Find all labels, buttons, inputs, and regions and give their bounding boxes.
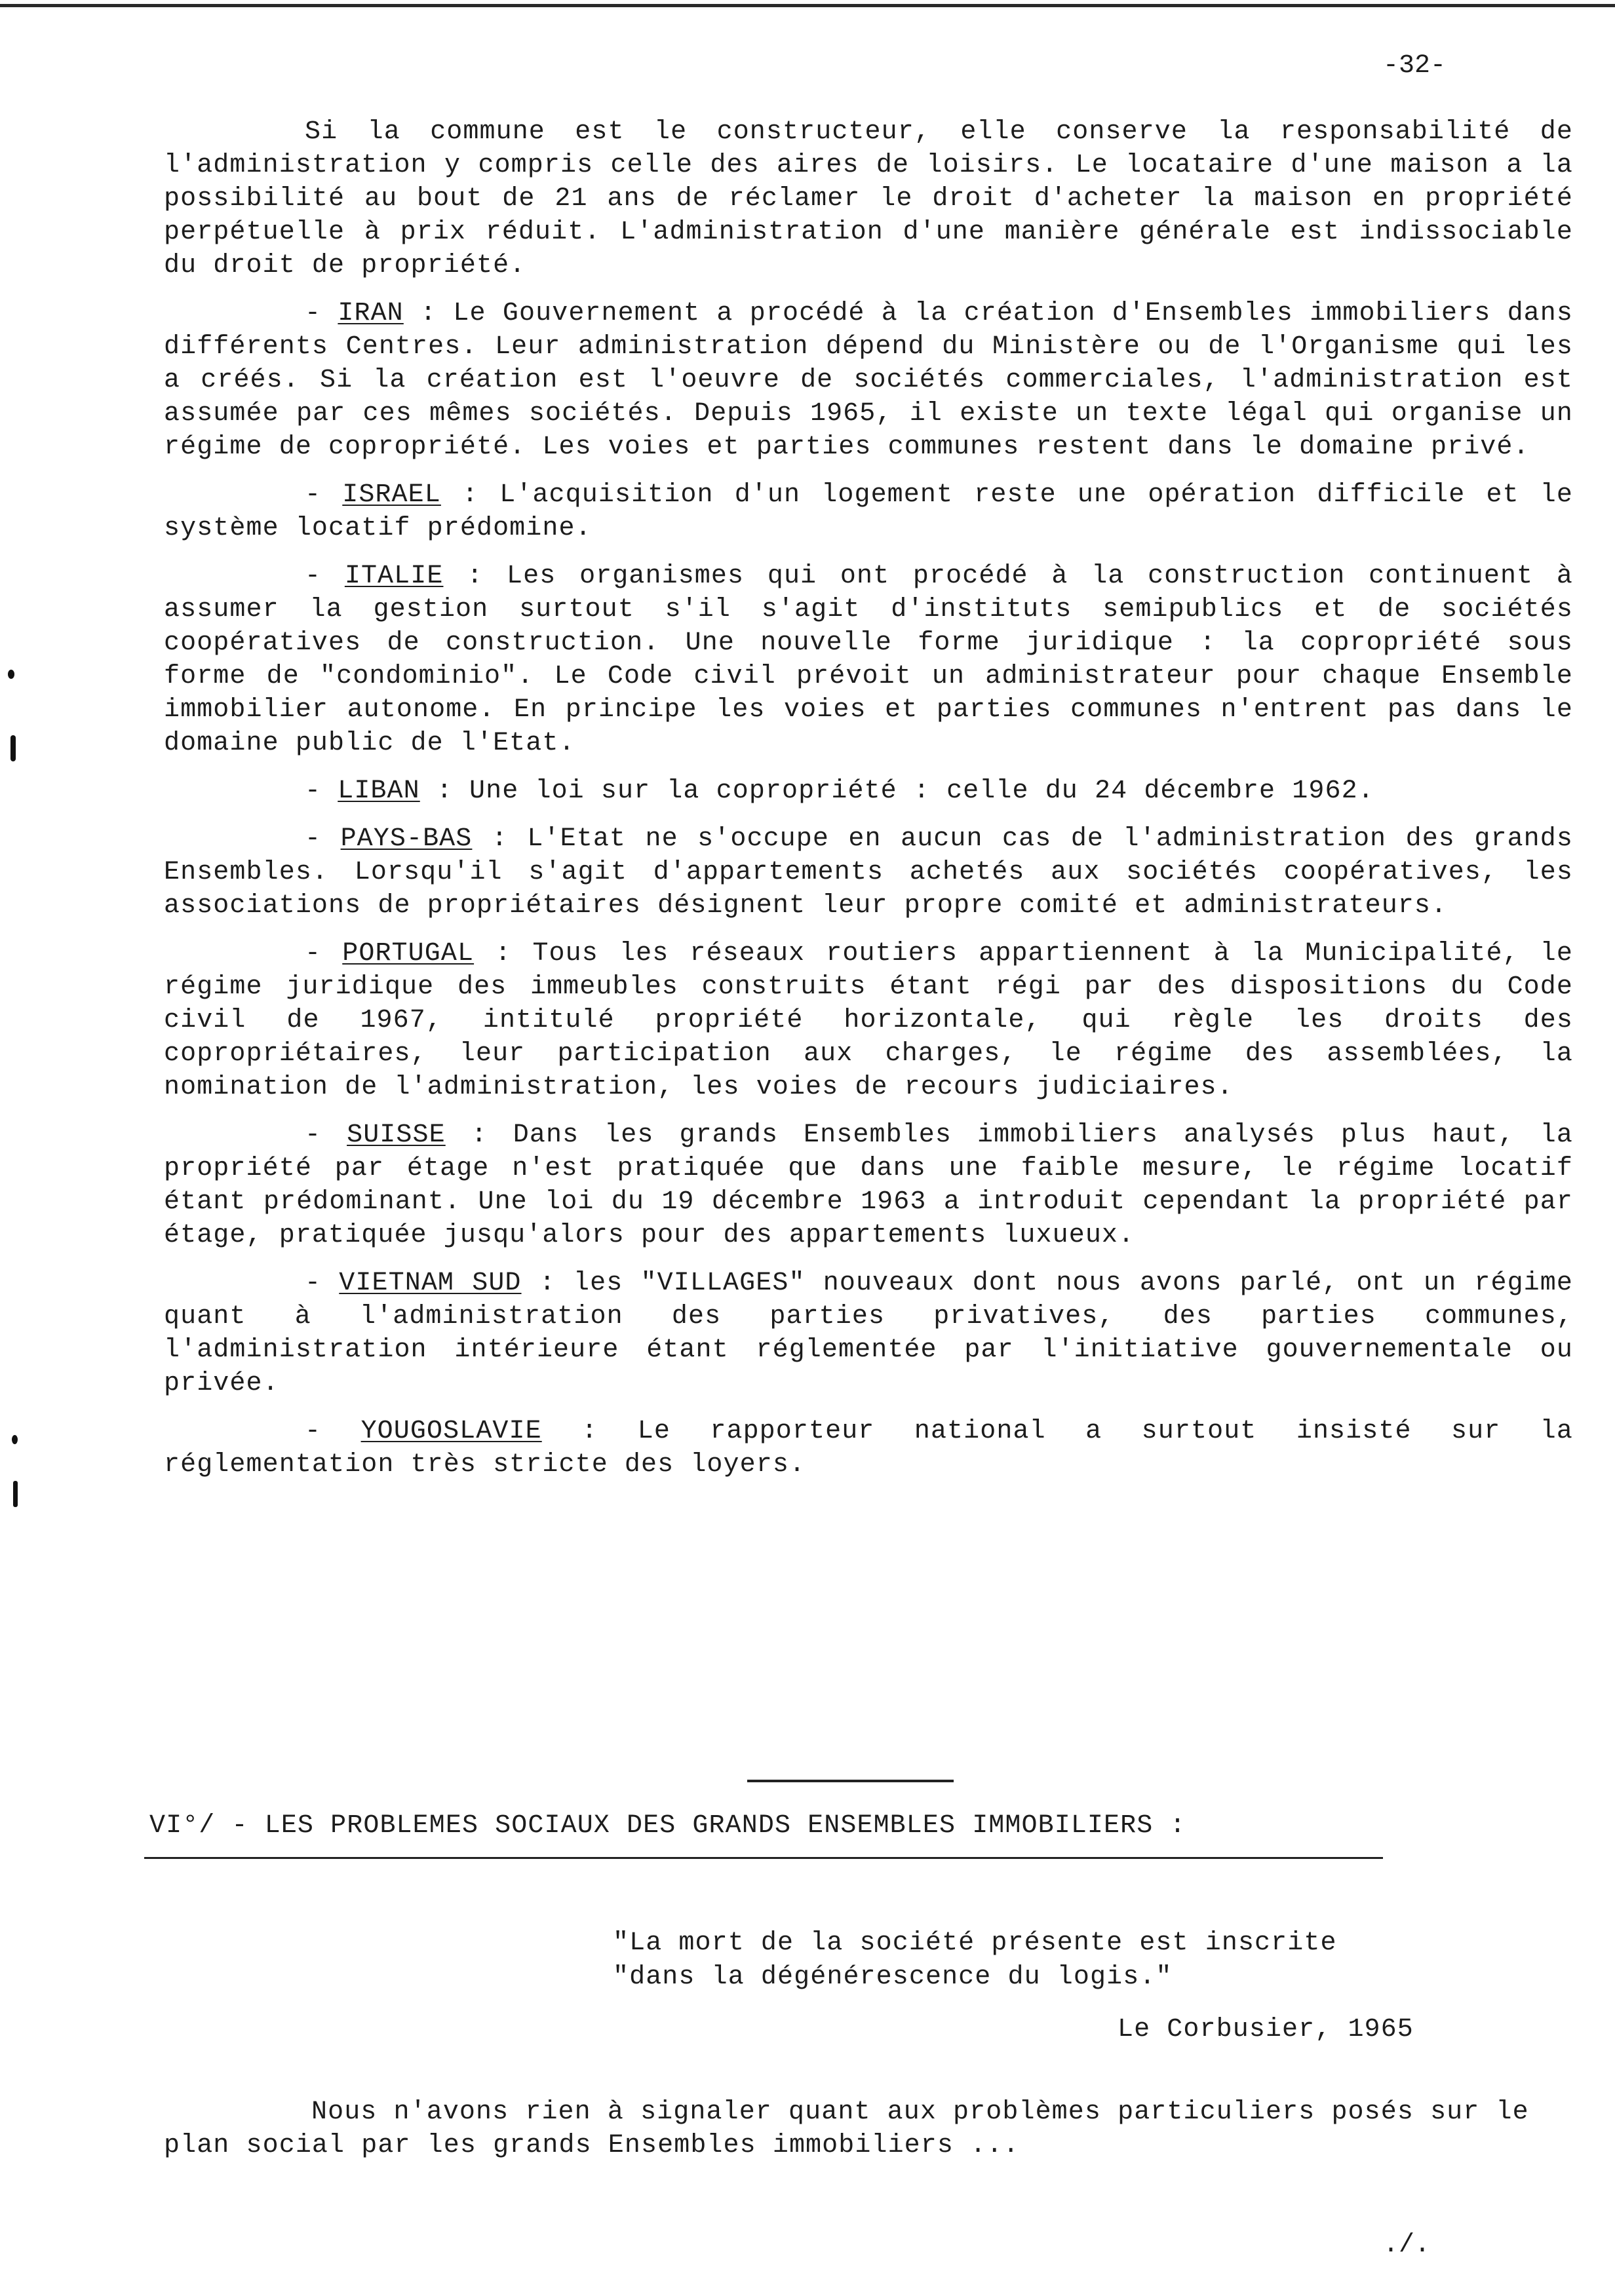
dash-prefix: -: [305, 1269, 340, 1298]
paragraph-yougoslavie: [164, 1415, 1573, 1482]
section-heading: VI°/ - LES PROBLEMES SOCIAUX DES GRANDS ENSEMBLES IMMOBILIERS :: [149, 1811, 1186, 1841]
paragraph-text: : les "VILLAGES" nouveaux dont nous avons parlé, ont un régime quant à l'administration des parties privatives, des parties communes, l'administration intérieure étant réglementée par l'initiative gouvernementale ou privée.: [164, 1269, 1573, 1398]
country-name: ITALIE: [344, 562, 444, 591]
paragraph-pays-bas: [164, 822, 1573, 923]
epigraph-quote: [613, 1926, 1337, 1995]
quote-author: Le Corbusier, 1965: [1118, 2015, 1414, 2044]
country-name: VIETNAM SUD: [339, 1269, 522, 1298]
paragraph-text: : Tous les réseaux routiers appartiennent à la Municipalité, le régime juridique des immeubles construits étant régi par des dispositions du Code civil de 1967, intitulé propriété horizontale, qui règle les droits des copropriétaires, leur participation aux charges, le régime des assemblées, la nomination de l'administration, les voies de recours judiciaires.: [164, 939, 1573, 1102]
paragraph-text: : L'Etat ne s'occupe en aucun cas de l'administration des grands Ensembles. Lorsqu'il s'agit d'appartements achetés aux sociétés coopératives, les associations de propriétaires désignent leur propre comité et administrateurs.: [164, 824, 1573, 921]
paragraph-commune: [164, 115, 1573, 282]
page-number: -32-: [1383, 51, 1447, 81]
paragraph-text: : Une loi sur la copropriété : celle du 24 décembre 1962.: [419, 776, 1374, 806]
country-name: PAYS-BAS: [340, 824, 473, 854]
dash-prefix: -: [305, 1417, 361, 1446]
country-name: SUISSE: [347, 1120, 446, 1150]
dash-prefix: -: [305, 1120, 347, 1150]
paragraph-text: : Les organismes qui ont procédé à la construction continuent à assumer la gestion surtout s'il s'agit d'instituts semipublics et de sociétés coopératives de construction. Une nouvelle forme juridique : la copropriété sous forme de "condominio". Le Code civil prévoit un administrateur pour chaque Ensemble immobilier autonome. En principe les voies et parties communes n'entrent pas dans le domaine public de l'Etat.: [164, 562, 1573, 758]
country-name: PORTUGAL: [342, 939, 475, 968]
paragraph-portugal: [164, 937, 1573, 1104]
dash-prefix: -: [305, 776, 338, 806]
top-border-rule: [0, 4, 1615, 7]
margin-speck: [10, 735, 16, 761]
paragraph-israel: [164, 478, 1573, 545]
paragraph-text: : Le Gouvernement a procédé à la création d'Ensembles immobiliers dans différents Centres. Leur administration dépend du Ministère ou de l'Organisme qui les a créés. Si la création est l'oeuvre de sociétés commerciales, l'administration est assumée par ces mêmes sociétés. Depuis 1965, il existe un texte légal qui organise un régime de copropriété. Les voies et parties communes restent dans le domaine privé.: [164, 299, 1573, 462]
dash-prefix: -: [305, 939, 343, 968]
paragraph-suisse: [164, 1119, 1573, 1252]
paragraph-italie: [164, 560, 1573, 760]
continuation-mark: ./.: [1383, 2230, 1431, 2260]
dash-prefix: -: [305, 480, 343, 510]
paragraph-iran: [164, 297, 1573, 464]
country-name: YOUGOSLAVIE: [360, 1417, 542, 1446]
dash-prefix: -: [305, 562, 345, 591]
dash-prefix: -: [305, 299, 338, 328]
closing-paragraph: Nous n'avons rien à signaler quant aux problèmes particuliers posés sur le plan social par les grands Ensembles immobiliers ...: [164, 2097, 1529, 2160]
section-heading-underline: [144, 1857, 1383, 1859]
margin-speck: [8, 670, 14, 679]
paragraph-text: : Le rapporteur national a surtout insisté sur la réglementation très stricte des loyers.: [164, 1417, 1573, 1480]
country-name: LIBAN: [338, 776, 420, 806]
section-separator-rule: [747, 1780, 954, 1782]
paragraph-liban: [164, 775, 1573, 808]
paragraph-text: Si la commune est le constructeur, elle conserve la responsabilité de l'administration y compris celle des aires de loisirs. Le locataire d'une maison a la possibilité au bout de 21 ans de réclamer le droit d'acheter la maison en propriété perpétuelle à prix réduit. L'administration d'une manière générale est indissociable du droit de propriété.: [164, 117, 1573, 280]
country-name: ISRAEL: [342, 480, 441, 510]
body-text: [164, 115, 1573, 1496]
quote-line: "dans la dégénérescence du logis.": [613, 1962, 1173, 1992]
margin-speck: [13, 1481, 18, 1507]
paragraph-vietnam-sud: [164, 1267, 1573, 1400]
quote-line: "La mort de la société présente est inscrite: [613, 1928, 1337, 1958]
margin-speck: [12, 1435, 18, 1444]
country-name: IRAN: [338, 299, 404, 328]
dash-prefix: -: [305, 824, 341, 854]
paragraph-text: : Dans les grands Ensembles immobiliers analysés plus haut, la propriété par étage n'est pratiquée que dans une faible mesure, le régime locatif étant prédominant. Une loi du 19 décembre 1963 a introduit cependant la propriété par étage, pratiquée jusqu'alors pour des appartements luxueux.: [164, 1120, 1574, 1250]
paragraph-text: : L'acquisition d'un logement reste une opération difficile et le système locatif prédomine.: [164, 480, 1574, 543]
